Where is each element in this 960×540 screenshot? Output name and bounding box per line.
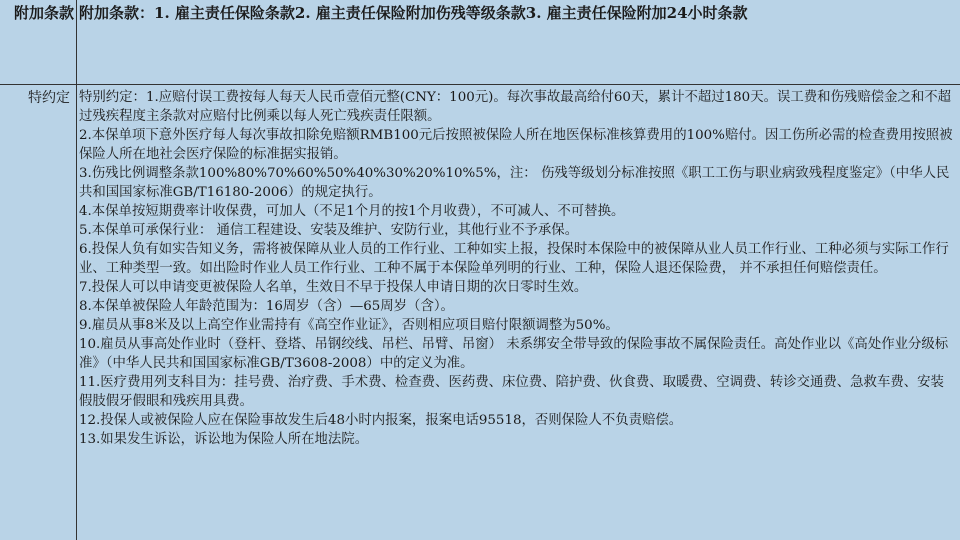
clauses-text: 附加条款：1. 雇主责任保险条款2. 雇主责任保险附加伤残等级条款3. 雇主责任保险附加24小时条款 xyxy=(79,4,748,22)
column-divider xyxy=(76,0,77,540)
special-term-item: 11.医疗费用列支科目为：挂号费、治疗费、手术费、检查费、医药费、床位费、陪护费、伙食费、取暖费、空调费、转诊交通费、急救车费、安装假肢假牙假眼和残疾用具费。 xyxy=(79,375,944,409)
special-term-item: 3.伤残比例调整条款100%80%70%60%50%40%30%20%10%5%，注： 伤残等级划分标准按照《职工工伤与职业病致残程度鉴定》（中华人民共和国国家标准GB/T16180-2006）的规定执行。 xyxy=(79,166,950,200)
special-term-item: 特别约定：1.应赔付误工费按每人每天人民币壹佰元整(CNY：100元)。每次事故最高给付60天，累计不超过180天。误工费和伤残赔偿金之和不超过残疾程度主条款对应赔付比例乘以每人死亡残疾责任限额。 xyxy=(79,90,952,124)
special-term-item: 10.雇员从事高处作业时（登杆、登塔、吊钢绞线、吊栏、吊臂、吊窗） 未系绑安全带导致的保险事故不属保险责任。高处作业以《高处作业分级标准》（中华人民共和国国家标准GB/T3608-2008）中的定义为准。 xyxy=(79,337,949,371)
special-terms xyxy=(79,88,956,536)
special-term-item: 2.本保单项下意外医疗每人每次事故扣除免赔额RMB100元后按照被保险人所在地医保标准核算费用的100%赔付。因工伤所必需的检查费用按照被保险人所在地社会医疗保险的标准据实报销。 xyxy=(79,128,953,162)
row-divider xyxy=(0,84,960,85)
special-term-item: 12.投保人或被保险人应在保险事故发生后48小时内报案，报案电话95518，否则保险人不负责赔偿。 xyxy=(79,413,683,428)
special-term-item: 4.本保单按短期费率计收保费，可加人（不足1个月的按1个月收费），不可减人、不可替换。 xyxy=(79,204,625,219)
special-label: 特约定 xyxy=(28,90,70,106)
special-term-item: 13.如果发生诉讼，诉讼地为保险人所在地法院。 xyxy=(79,432,369,447)
special-term-item: 5.本保单可承保行业： 通信工程建设、安装及维护、安防行业，其他行业不予承保。 xyxy=(79,223,579,238)
special-term-item: 8.本保单被保险人年龄范围为：16周岁（含）—65周岁（含）。 xyxy=(79,299,454,314)
clauses-label: 附加条款 xyxy=(13,4,74,22)
special-term-item: 6.投保人负有如实告知义务，需将被保障从业人员的工作行业、工种如实上报，投保时本保险中的被保障从业人员工作行业、工种必须与实际工作行业、工种类型一致。如出险时作业人员工作行业、工种不属于本保险单列明的行业、工种，保险人退还保险费， 并不承担任何赔偿责任。 xyxy=(79,242,949,276)
special-term-item: 9.雇员从事8米及以上高空作业需持有《高空作业证》，否则相应项目赔付限额调整为50%。 xyxy=(79,318,619,333)
special-term-item: 7.投保人可以申请变更被保险人名单，生效日不早于投保人申请日期的次日零时生效。 xyxy=(79,280,588,295)
